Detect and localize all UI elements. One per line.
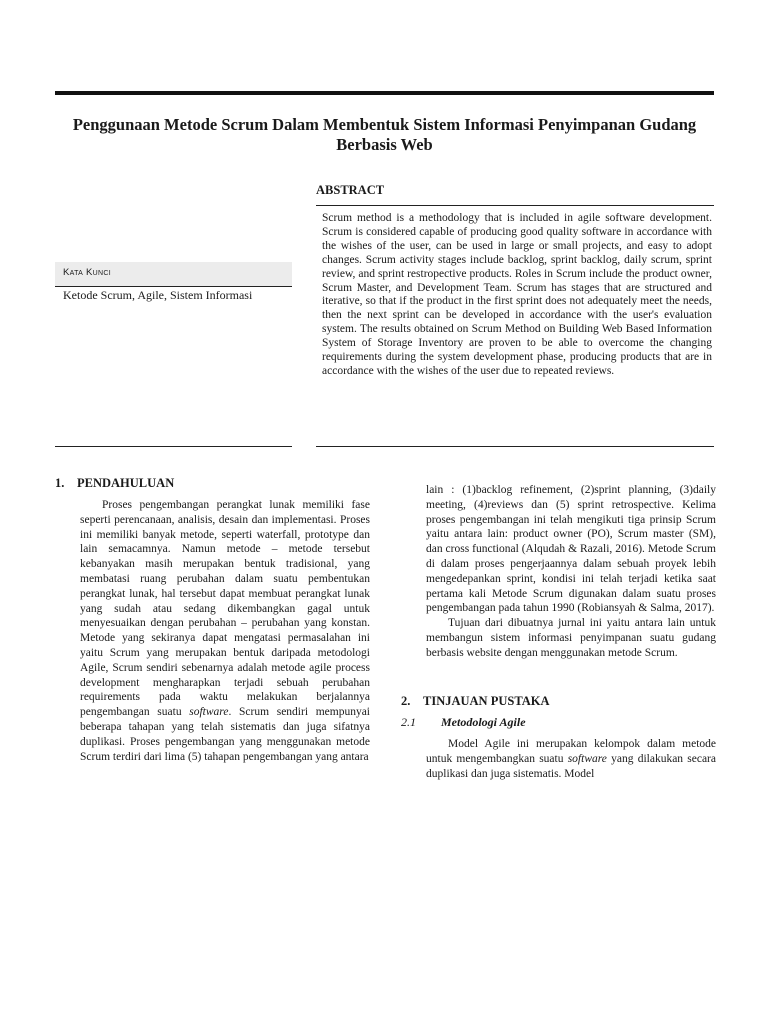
text-run: Proses pengembangan perangkat lunak memiliki fase seperti perencanaan, analisis, desain dan implementasi. Proses ini memiliki banyak metode, seperti waterfall, prototype dan lain semacamnya. Namun metode – metode tersebut kebanyakan masih merupakan bentuk tradisional, yang membatasi ruang perubahan dalam suatu pembentukan perangkat lunak, hal tersebut dapat membuat perangkat lunak yang sudah atau sedang dikembangkan gagal untuk menyesuaikan dengan perubahan – perubahan yang konstan. Metode yang sekiranya dapat mengatasi permasalahan ini yaitu Scrum yang merupakan bentuk daripada metodologi Agile, Scrum sendiri sebenarnya adalah metode agile process development mengharapkan terjadi sebuah perubahan requirements pada waktu melakukan berjalannya pengembangan suatu xyxy=(80,499,370,719)
section-2-heading xyxy=(401,694,550,709)
top-rule xyxy=(55,91,714,95)
subsection-2-1-number: 2.1 xyxy=(401,715,416,729)
subsection-2-1-heading xyxy=(401,715,526,730)
paper-title: Penggunaan Metode Scrum Dalam Membentuk Sistem Informasi Penyimpanan Gudang Berbasis Web xyxy=(72,115,697,154)
text-run: yang dilakukan secara duplikasi dan juga sistematis. Model xyxy=(426,752,716,780)
section-1-title: PENDAHULUAN xyxy=(77,476,175,490)
abstract-rule xyxy=(316,205,714,206)
section-1-number: 1. xyxy=(55,476,65,490)
keywords-text: Ketode Scrum, Agile, Sistem Informasi xyxy=(63,288,253,302)
divider-right xyxy=(316,446,714,447)
section-1-heading xyxy=(55,476,174,491)
keywords-label-box xyxy=(55,262,292,287)
italic-term: software xyxy=(567,752,607,765)
section-2-title: TINJAUAN PUSTAKA xyxy=(423,694,550,708)
abstract-text: Scrum method is a methodology that is included in agile software development. Scrum is considered capable of producing good quality software in accordance with the wishes of the user, can be used in large or small projects, and easy to adopt changes. Scrum activity stages include backlog, sprint backlog, daily scrum, sprint review, and sprint restropective products. Roles in Scrum include the product owner, Scrum Master, and Development Team. Scrum has stages that are structured and iterative, so that if the product in the first sprint does not adequately meet the needs, then the next sprint can be developed in accordance with the user's evaluation system. The results obtained on Scrum Method on Building Web Based Information System of Storage Inventory are proven to be able to overcome the changing requirements during the system development phase, producing products that are in accordance with the wishes of the user due to repeated reviews. xyxy=(322,212,712,377)
section-1-paragraph-1 xyxy=(80,498,370,764)
section-1-paragraph-continued: lain : (1)backlog refinement, (2)sprint planning, (3)daily meeting, (4)reviews dan (5) sprint retrospective. Kelima proses pengembangan ini telah mengikuti tiga prinsip Scrum yaitu antara lain: product owner (PO), Scrum master (SM), dan cross functional (Alqudah & Razali, 2016). Metode Scrum di dalam proses pengerjaannya dalam sebuah proyek lebih mengedepankan sprint, kondisi ini telah terjadi ketika saat pertama kali Metode Scrum digunakan dalam suatu proses pengembangan pada tahun 1990 (Robiansyah & Salma, 2017). xyxy=(426,484,716,615)
subsection-2-1-body xyxy=(426,737,716,781)
left-column-body xyxy=(80,498,370,764)
text-run: Model Agile ini merupakan kelompok dalam metode untuk mengembangkan suatu xyxy=(426,738,716,765)
section-1-paragraph-2: Tujuan dari dibuatnya jurnal ini yaitu antara lain untuk membangun sistem informasi penyimpanan suatu gudang berbasis website dengan menggunakan metode Scrum. xyxy=(426,617,716,659)
keywords-label: Kata Kunci xyxy=(63,267,111,278)
section-2-number: 2. xyxy=(401,694,411,708)
subsection-2-1-title: Metodologi Agile xyxy=(441,715,526,729)
italic-term: software xyxy=(189,706,229,719)
text-run: . Scrum sendiri mempunyai beberapa tahapan yang telah sistematis dan juga sifatnya duplikasi. Proses pengembangan yang menggunakan metode Scrum terdiri dari lima (5) tahapan pengembangan yang antara xyxy=(80,706,370,763)
subsection-2-1-paragraph xyxy=(426,737,716,781)
abstract-heading: ABSTRACT xyxy=(316,183,385,197)
right-column-body xyxy=(426,483,716,661)
divider-left xyxy=(55,446,292,447)
